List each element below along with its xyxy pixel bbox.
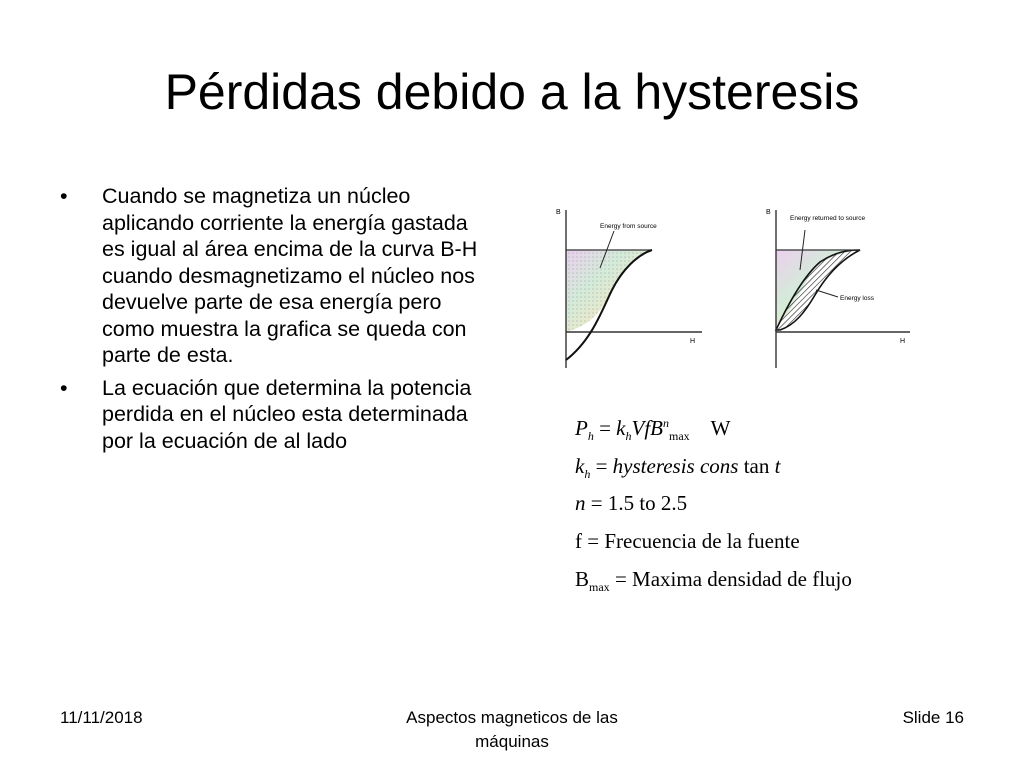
footer-date: 11/11/2018 <box>60 708 143 727</box>
bh-curve-figure-left <box>552 200 712 370</box>
formula-kh: $k_h$ = hysteresis cons tan t <box>575 454 781 482</box>
footer-center <box>362 706 662 754</box>
h-axis-label: H <box>690 338 696 345</box>
bh-curve-figure-right <box>760 200 920 370</box>
slide-title: Pérdidas debido a la hysteresis <box>164 64 860 120</box>
bullet-item <box>60 375 490 455</box>
bullet-text: La ecuación que determina la potencia perdida en el núcleo esta determinada por la ecuación de al lado <box>102 375 472 453</box>
energy-from-source-label: Energy from source <box>600 223 657 230</box>
formula-power: $P_h = k_hVfB^n_{max}$ W <box>575 416 731 444</box>
energy-returned-label: Energy returned to source <box>790 215 866 222</box>
footer-center-line2: máquinas <box>475 732 549 751</box>
bullet-list <box>60 183 490 460</box>
bullet-text: Cuando se magnetiza un núcleo aplicando corriente la energía gastada es igual al área encima de la curva B-H cuando desmagnetizamo el núcleo nos devuelve parte de esa energía pero como muestra la grafica se queda con parte de esta. <box>102 184 478 367</box>
bullet-dot-icon: • <box>60 184 68 208</box>
bullet-item <box>60 183 490 369</box>
energy-loss-label: Energy loss <box>840 295 874 302</box>
b-axis-label: B <box>766 209 771 216</box>
formula-n: n = 1.5 to 2.5 <box>575 491 688 515</box>
bullet-dot-icon: • <box>60 375 68 400</box>
b-axis-label: B <box>556 209 561 216</box>
footer-slide-number: Slide 16 <box>902 708 964 727</box>
footer-center-line1: Aspectos magneticos de las <box>406 708 618 727</box>
h-axis-label: H <box>900 338 906 345</box>
formula-f: f = Frecuencia de la fuente <box>575 529 800 553</box>
formula-bmax: $B_{max}$ = Maxima densidad de flujo <box>575 567 852 595</box>
